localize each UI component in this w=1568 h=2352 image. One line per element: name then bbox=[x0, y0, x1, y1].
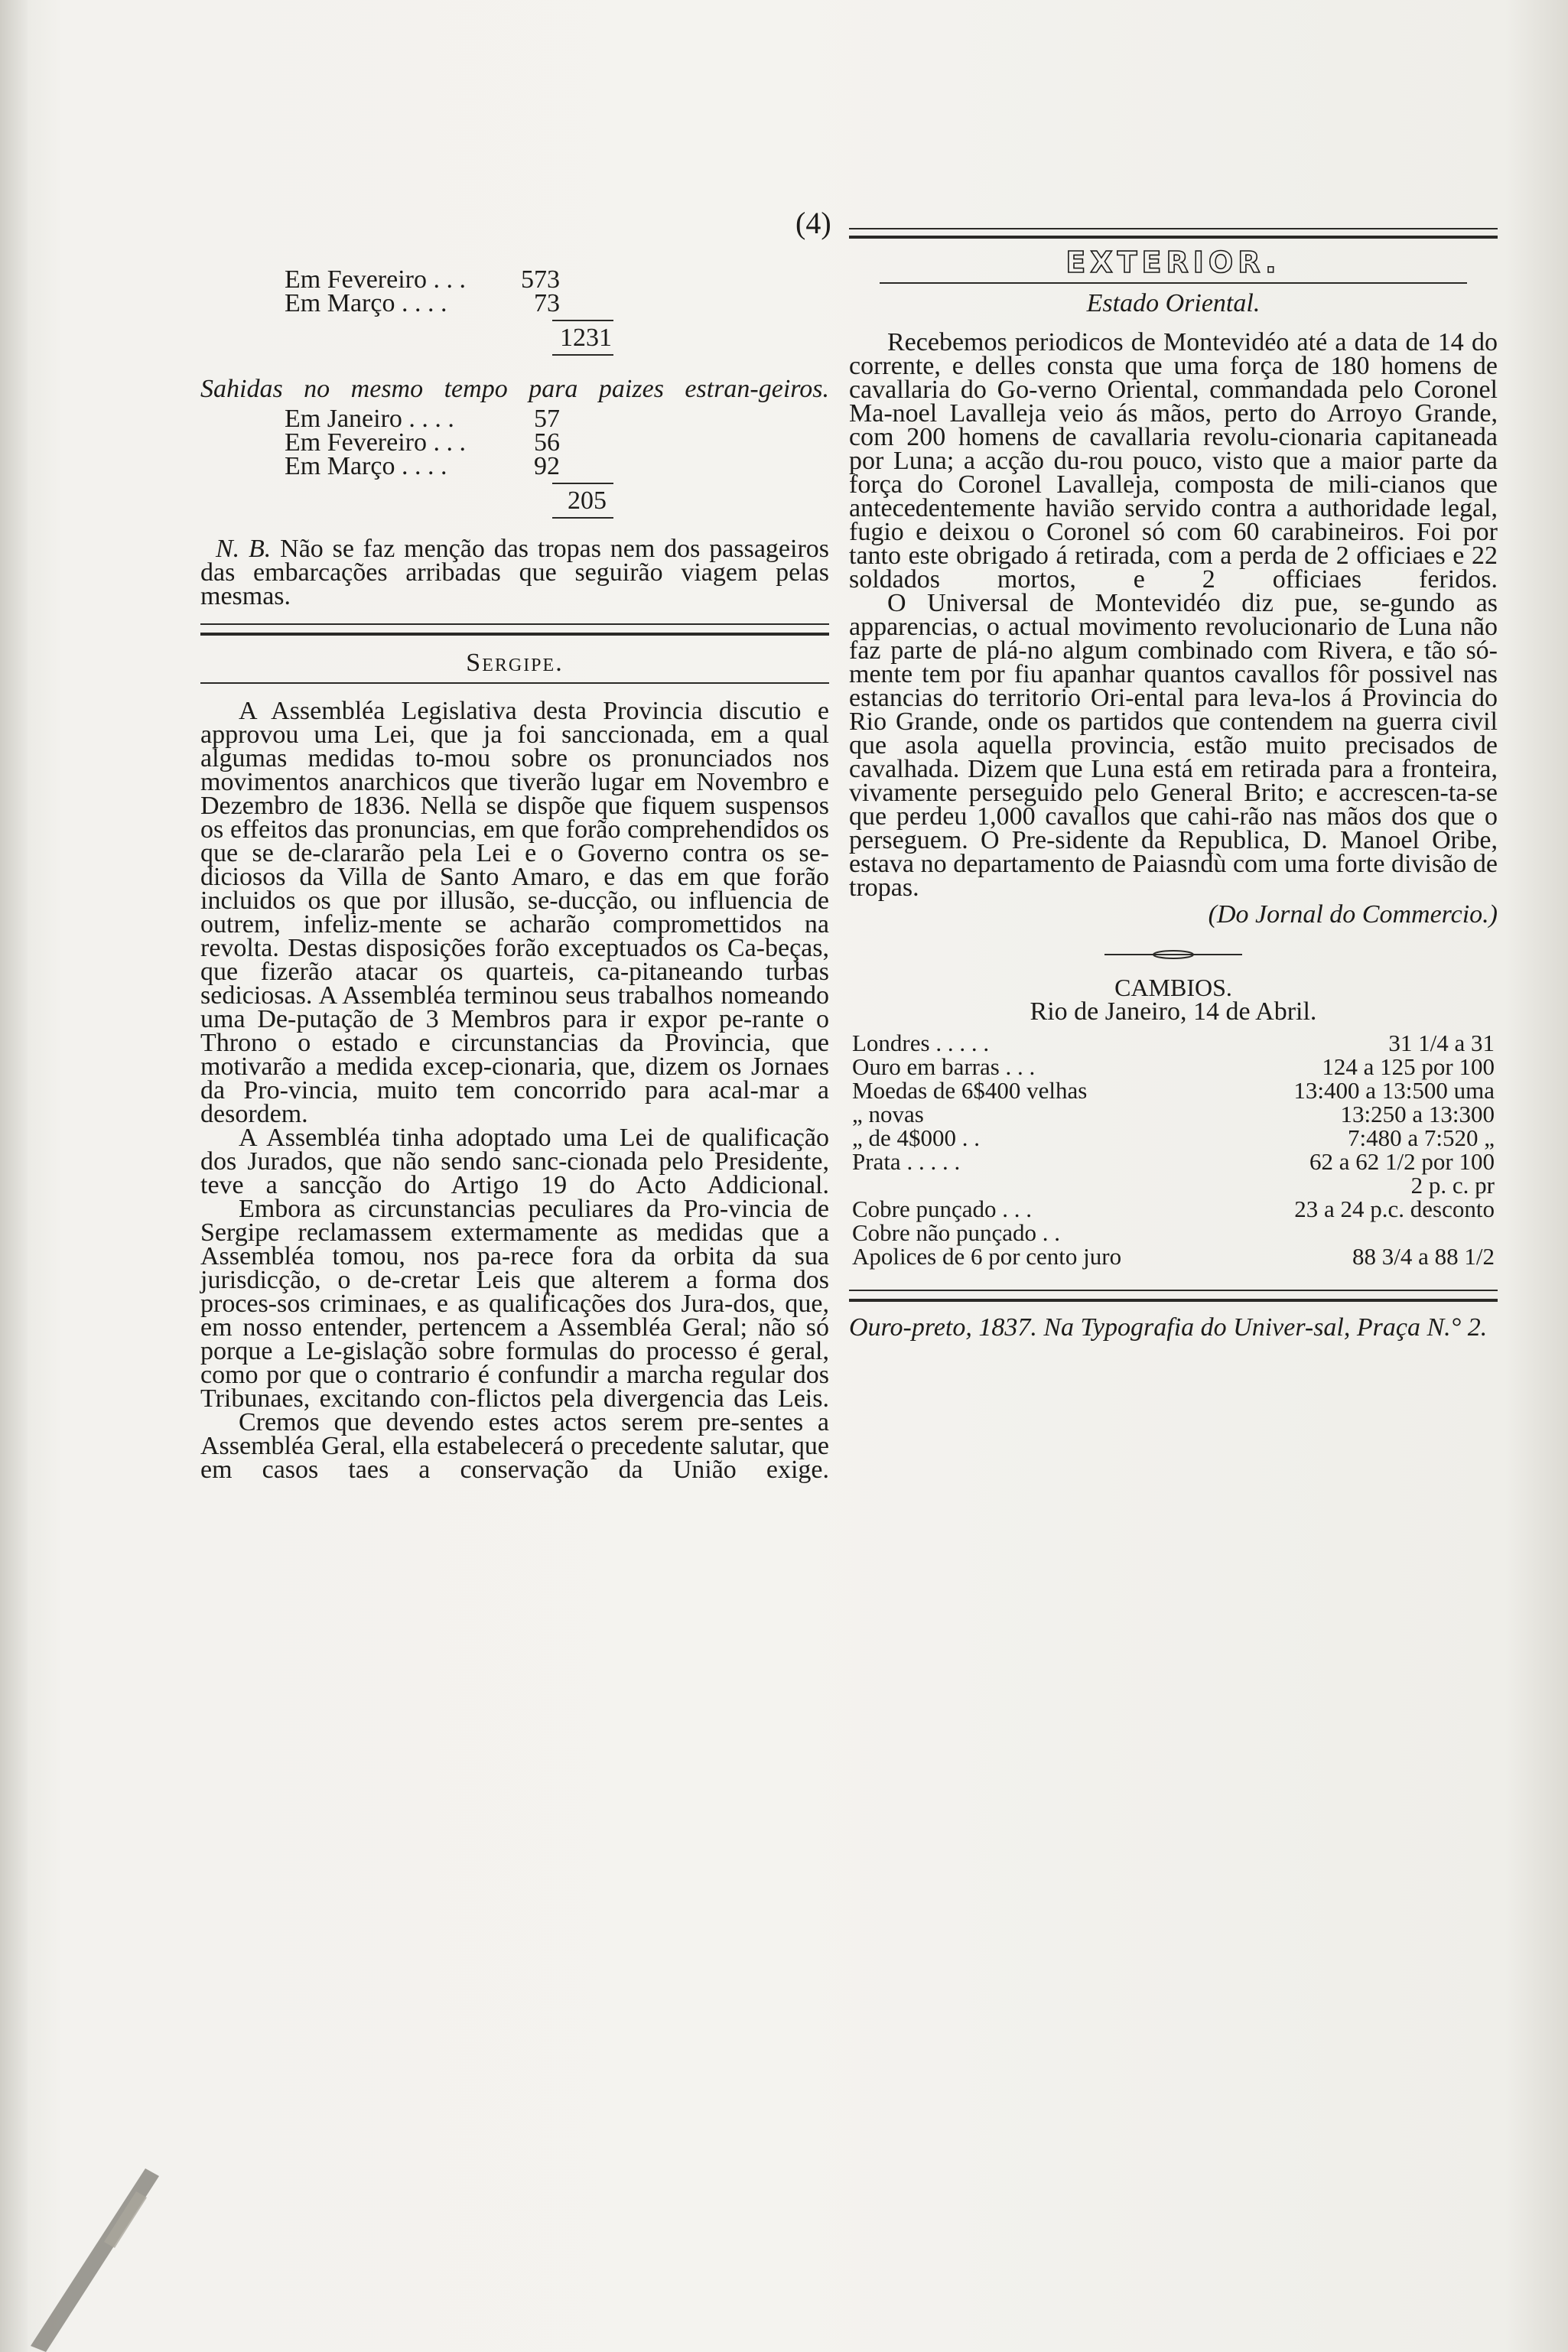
sergipe-paragraph: Cremos que devendo estes actos serem pre-sentes a Assembléa Geral, ella estabelecerá o precedente salutar, que em casos taes a conservação da União exige. bbox=[200, 1408, 829, 1484]
table-row bbox=[849, 1078, 1498, 1102]
page-number: (4) bbox=[795, 206, 831, 240]
cambios-item: Prata . . . . . bbox=[852, 1148, 961, 1175]
table-row bbox=[849, 1173, 1498, 1197]
table-total: 205 bbox=[568, 486, 607, 515]
sum-rule bbox=[552, 320, 613, 321]
cambios-item: „ novas bbox=[852, 1101, 924, 1127]
cambios-value: 13:250 a 13:300 bbox=[1340, 1101, 1495, 1127]
departures-table bbox=[200, 407, 829, 519]
sum-rule bbox=[552, 483, 613, 484]
heading-rule bbox=[200, 682, 829, 684]
cambios-value: 2 p. c. pr bbox=[1410, 1172, 1495, 1199]
cambios-value: 124 a 125 por 100 bbox=[1322, 1053, 1495, 1080]
table-row bbox=[849, 1031, 1498, 1055]
page-binding-edge bbox=[0, 0, 28, 2352]
subheading: Estado Oriental. bbox=[1086, 289, 1261, 317]
cambios-item: Ouro em barras . . . bbox=[852, 1053, 1036, 1080]
cambios-item: Moedas de 6$400 velhas bbox=[852, 1077, 1088, 1104]
sum-rule bbox=[552, 517, 613, 519]
sergipe-paragraph: Embora as circunstancias peculiares da Pro-vincia de Sergipe reclamassem extermamente as medidas que a Assembléa tomou, nos pa-rece fora da orbita da sua jurisdicção, o de-cretar Leis que alterem a forma dos proces-sos criminaes, e as qualificações dos Jura-dos, que, em nosso entender, pertencem a Assembléa Geral; não só porque a Le-gislação sobre formulas do processo é geral, como por que o contrario é confundir a marcha regular dos Tribunaes, excitando con-flictos pela divergencia das Leis. bbox=[200, 1195, 829, 1413]
pen-icon bbox=[31, 2168, 161, 2352]
cambios-item: Cobre punçado . . . bbox=[852, 1196, 1033, 1222]
table-row: Em Janeiro . . . . 57 bbox=[285, 405, 560, 433]
table-row bbox=[849, 1197, 1498, 1221]
cambios-value: 7:480 a 7:520 „ bbox=[1348, 1124, 1495, 1151]
cambios-table bbox=[849, 1031, 1498, 1268]
left-column bbox=[200, 265, 829, 1484]
cambios-item: Cobre não punçado . . bbox=[852, 1219, 1061, 1246]
table-row: Em Março . . . . 92 bbox=[285, 452, 560, 480]
table-row bbox=[849, 1102, 1498, 1126]
arrivals-table bbox=[200, 265, 829, 356]
table-row bbox=[849, 1150, 1498, 1173]
table-row bbox=[849, 1244, 1498, 1268]
section-title: EXTERIOR. bbox=[1065, 246, 1281, 279]
top-divider bbox=[849, 228, 1498, 239]
cambios-value: 62 a 62 1/2 por 100 bbox=[1309, 1148, 1495, 1175]
imprint: Ouro-preto, 1837. Na Typografia do Univer-sal, Praça N.° 2. bbox=[849, 1313, 1488, 1342]
imprint-divider bbox=[849, 1290, 1498, 1302]
cambios-item: „ de 4$000 . . bbox=[852, 1124, 981, 1151]
heading-rule bbox=[880, 282, 1467, 284]
sergipe-paragraph: A Assembléa Legislativa desta Provincia discutio e approvou uma Lei, que ja foi sanccionada, em a qual algumas medidas to-mou sobre os pronunciados nos movimentos anarchicos que tiverão lugar em Novembro e Dezembro de 1836. Nella se dispõe que fiquem suspensos os effeitos das pronuncias, em que forão comprehendidos os que se de-clararão pela Lei e o Governo contra os se-diciosos da Villa de Santo Amaro, e das em que forão incluidos os que por illusão, se-ducção, ou influencia de outrem, infeliz-mente se acharão compromettidos na revolta. Destas disposições forão exceptuados os Ca-beças, que fizerão atacar os quarteis, ca-pitaneando turbas sediciosas. A Assembléa terminou seus trabalhos nomeando uma De-putação de 3 Membros para ir expor pe-rante o Throno o estado e circunstancias da Provincia, que motivarão a medida excep-cionaria, que, dizem os Jornaes da Pro-vincia, muito tem concorrido para acal-mar a desordem. bbox=[200, 697, 829, 1128]
cambios-item bbox=[849, 1173, 1219, 1197]
table-row bbox=[849, 1126, 1498, 1150]
ornament-divider bbox=[849, 940, 1498, 964]
table-row: Em Fevereiro . . . 56 bbox=[285, 428, 560, 457]
cambios-place: Rio de Janeiro, 14 de Abril. bbox=[1030, 997, 1317, 1026]
flourish-icon bbox=[1104, 949, 1242, 960]
table-row: Em Março . . . . 73 bbox=[285, 289, 560, 317]
right-column bbox=[849, 228, 1498, 1342]
article-paragraph: Recebemos periodicos de Montevidéo até a data de 14 do corrente, e delles consta que uma força de 180 homens de cavallaria do Go-verno Oriental, commandada pelo Coronel Ma-noel Lavalleja veio ás mãos, perto do Arroyo Grande, com 200 homens de cavallaria revolu-cionaria capitaneada por Luna; a acção du-rou pouco, visto que a maior parte da força do Coronel Lavalleja, composta de mili-cianos que antecedentemente havião servido contra a authoridade legal, fugio e deixou o Coronel só com 60 carabineiros. Foi por tanto este obrigado á retirada, com a perda de 2 officiaes e 22 soldados mortos, e 2 officiaes feridos. bbox=[849, 328, 1498, 594]
departures-heading: Sahidas no mesmo tempo para paizes estran-geiros. bbox=[200, 375, 829, 403]
article-paragraph: O Universal de Montevidéo diz pue, se-gundo as apparencias, o actual movimento revolucionario de Luna não faz parte de plá-no algum combinado com Rivera, e tão só-mente tem por fiu apanhar quantos cavallos fôr possivel nas estancias do territorio Ori-ental para leva-los á Provincia do Rio Grande, onde os partidos que contendem na guerra civil que asola aquella provincia, estão muito precisados de cavalhada. Dizem que Luna está em retirada para a fronteira, vivamente perseguido pelo General Brito; e accrescen-ta-se que perdeu 1,000 cavallos que cahi-rão nas mãos dos que o perseguem. O Pre-sidente da Republica, D. Manoel Oribe, estava no departamento de Paiasndù com uma forte divisão de tropas. bbox=[849, 589, 1498, 902]
table-row: Em Fevereiro . . . 573 bbox=[285, 265, 560, 294]
table-row bbox=[849, 1221, 1498, 1244]
sergipe-paragraph: A Assembléa tinha adoptado uma Lei de qualificação dos Jurados, que não sendo sanc-cionada pelo Presidente, teve a sancção do Artigo 19 do Acto Addicional. bbox=[200, 1124, 829, 1199]
sum-rule bbox=[552, 354, 613, 356]
cambios-value: 88 3/4 a 88 1/2 bbox=[1352, 1243, 1495, 1270]
cambios-value bbox=[1219, 1221, 1498, 1244]
table-row bbox=[849, 1055, 1498, 1078]
cambios-item: Londres . . . . . bbox=[852, 1030, 990, 1056]
table-total: 1231 bbox=[560, 324, 612, 352]
cambios-value: 31 1/4 a 31 bbox=[1388, 1030, 1495, 1056]
cambios-item: Apolices de 6 por cento juro bbox=[852, 1243, 1122, 1270]
source-attribution: (Do Jornal do Commercio.) bbox=[1208, 900, 1498, 929]
nb-note: N. B. Não se faz menção das tropas nem dos passageiros das embarcações arribadas que seguirão viagem pelas mesmas. bbox=[200, 535, 829, 610]
cambios-value: 23 a 24 p.c. desconto bbox=[1294, 1196, 1495, 1222]
section-divider bbox=[200, 623, 829, 636]
cambios-value: 13:400 a 13:500 uma bbox=[1293, 1077, 1495, 1104]
sergipe-heading: Sergipe. bbox=[466, 649, 564, 677]
cambios-title: CAMBIOS. bbox=[1114, 974, 1232, 1001]
